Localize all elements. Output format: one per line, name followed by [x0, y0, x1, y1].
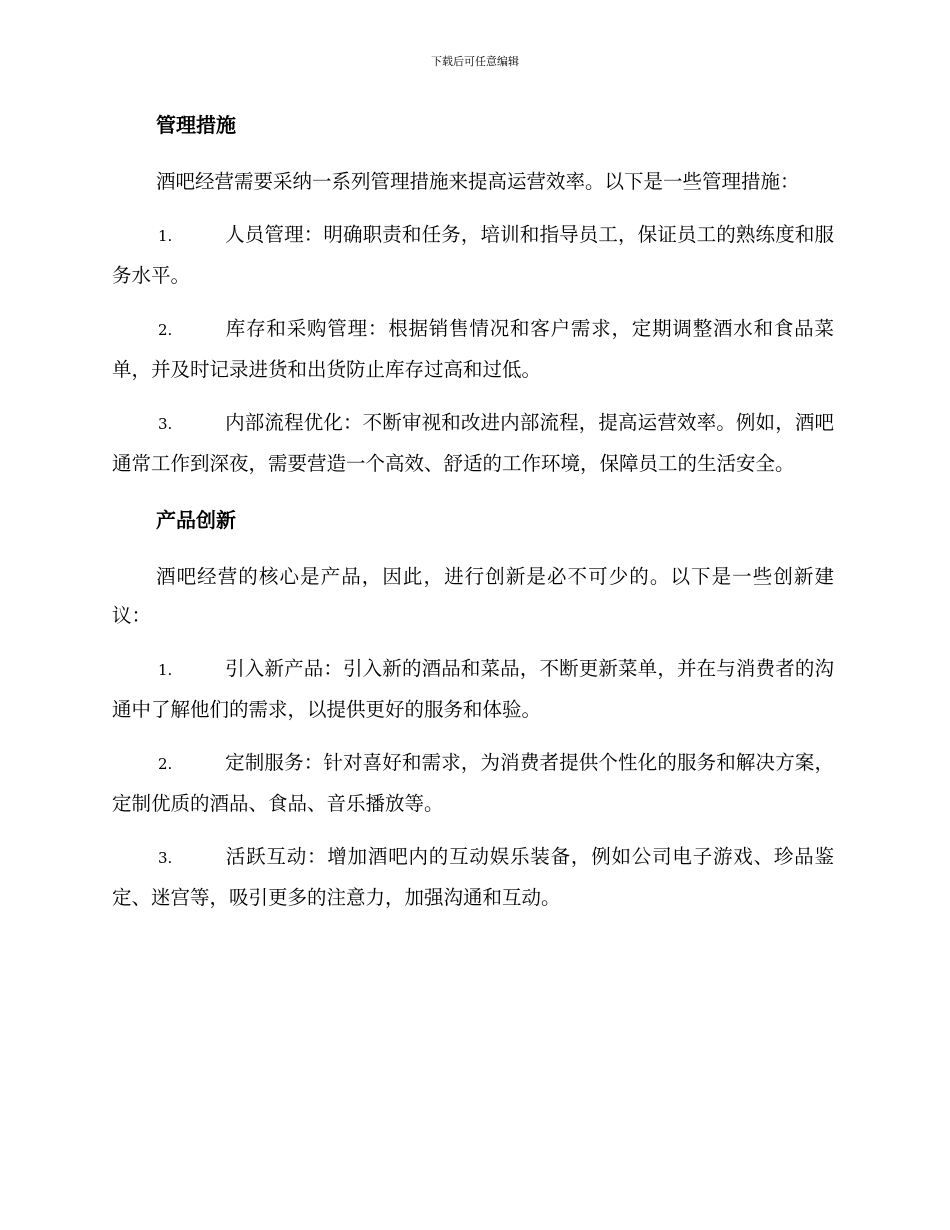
section-management [112, 110, 834, 483]
list-item-number: 1. [158, 227, 173, 245]
list-item-text: 库存和采购管理：根据销售情况和客户需求，定期调整酒水和食品菜单，并及时记录进货和出货防止库存过高和过低。 [112, 317, 834, 381]
section-intro: 酒吧经营需要采纳一系列管理措施来提高运营效率。以下是一些管理措施： [156, 170, 800, 193]
list-item-number: 2. [158, 321, 173, 339]
list-item [112, 309, 834, 389]
list-item-number: 3. [158, 415, 173, 433]
list-item [112, 837, 834, 917]
list-item-text: 内部流程优化：不断审视和改进内部流程，提高运营效率。例如，酒吧通常工作到深夜，需要营造一个高效、舒适的工作环境，保障员工的生活安全。 [112, 411, 834, 475]
section-heading: 管理措施 [156, 113, 236, 137]
list-item [112, 743, 834, 823]
list-item-number: 3. [158, 849, 173, 867]
list-item-text: 人员管理：明确职责和任务，培训和指导员工，保证员工的熟练度和服务水平。 [112, 223, 834, 287]
page-header: 下载后可任意编辑 [431, 55, 519, 68]
list-item-number: 2. [158, 755, 173, 773]
list-item [112, 215, 834, 295]
list-item-text: 活跃互动：增加酒吧内的互动娱乐装备，例如公司电子游戏、珍品鉴定、迷宫等，吸引更多的注意力，加强沟通和互动。 [112, 845, 834, 909]
list-item-text: 引入新产品：引入新的酒品和菜品，不断更新菜单，并在与消费者的沟通中了解他们的需求，以提供更好的服务和体验。 [112, 657, 834, 721]
section-spacer [112, 497, 834, 505]
document-body [112, 110, 834, 931]
section-heading: 产品创新 [156, 508, 236, 532]
list-item [112, 403, 834, 483]
list-item-number: 1. [158, 661, 173, 679]
section-product-innovation [112, 505, 834, 917]
list-item [112, 649, 834, 729]
section-intro: 酒吧经营的核心是产品，因此，进行创新是必不可少的。以下是一些创新建议： [112, 565, 834, 627]
list-item-text: 定制服务：针对喜好和需求，为消费者提供个性化的服务和解决方案，定制优质的酒品、食品、音乐播放等。 [112, 751, 834, 815]
